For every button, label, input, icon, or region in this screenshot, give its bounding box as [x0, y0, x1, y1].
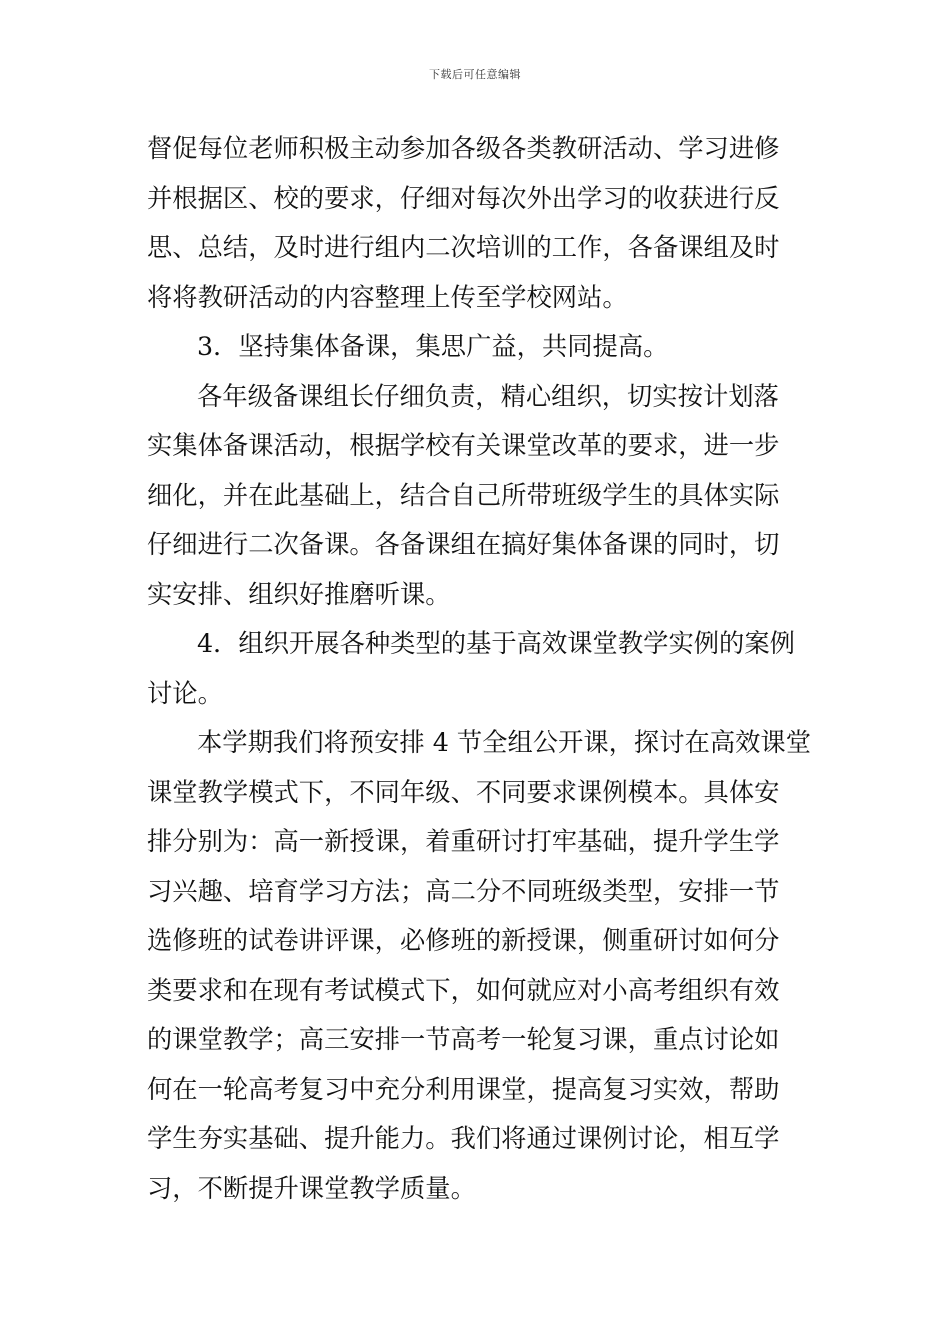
text-line: 的课堂教学；高三安排一节高考一轮复习课，重点讨论如 [147, 1025, 780, 1054]
text-line: 习兴趣、培育学习方法；高二分不同班级类型，安排一节 [147, 876, 780, 906]
section-heading-4: 4．组织开展各种类型的基于高效课堂教学实例的案例 [197, 629, 795, 658]
text-line: 学生夯实基础、提升能力。我们将通过课例讨论，相互学 [147, 1124, 780, 1153]
text-line: 并根据区、校的要求，仔细对每次外出学习的收获进行反 [147, 183, 780, 213]
text-line: 课堂教学模式下，不同年级、不同要求课例模本。具体安 [147, 777, 780, 807]
text-line: 讨论。 [147, 678, 223, 708]
text-line: 各年级备课组长仔细负责，精心组织，切实按计划落 [197, 381, 779, 411]
text-line: 实安排、组织好推磨听课。 [147, 579, 451, 609]
text-line: 何在一轮高考复习中充分利用课堂，提高复习实效，帮助 [147, 1074, 780, 1104]
text-line: 本学期我们将预安排 4 节全组公开课，探讨在高效课堂 [197, 728, 812, 757]
document-body [147, 124, 811, 1213]
section-heading-3: 3．坚持集体备课，集思广益，共同提高。 [197, 332, 669, 361]
page-header-note: 下载后可任意编辑 [429, 68, 521, 81]
text-line: 思、总结，及时进行组内二次培训的工作，各备课组及时 [147, 233, 780, 262]
text-line: 将将教研活动的内容整理上传至学校网站。 [147, 282, 628, 312]
text-line: 实集体备课活动，根据学校有关课堂改革的要求，进一步 [147, 431, 780, 460]
text-line: 类要求和在现有考试模式下，如何就应对小高考组织有效 [147, 975, 780, 1005]
text-line: 督促每位老师积极主动参加各级各类教研活动、学习进修 [147, 134, 780, 163]
text-line: 排分别为：高一新授课，着重研讨打牢基础，提升学生学 [147, 827, 780, 856]
text-line: 选修班的试卷讲评课，必修班的新授课，侧重研讨如何分 [147, 926, 780, 955]
text-line: 仔细进行二次备课。各备课组在搞好集体备课的同时，切 [147, 530, 780, 559]
text-line: 习，不断提升课堂教学质量。 [147, 1173, 476, 1203]
text-line: 细化，并在此基础上，结合自己所带班级学生的具体实际 [147, 480, 780, 510]
